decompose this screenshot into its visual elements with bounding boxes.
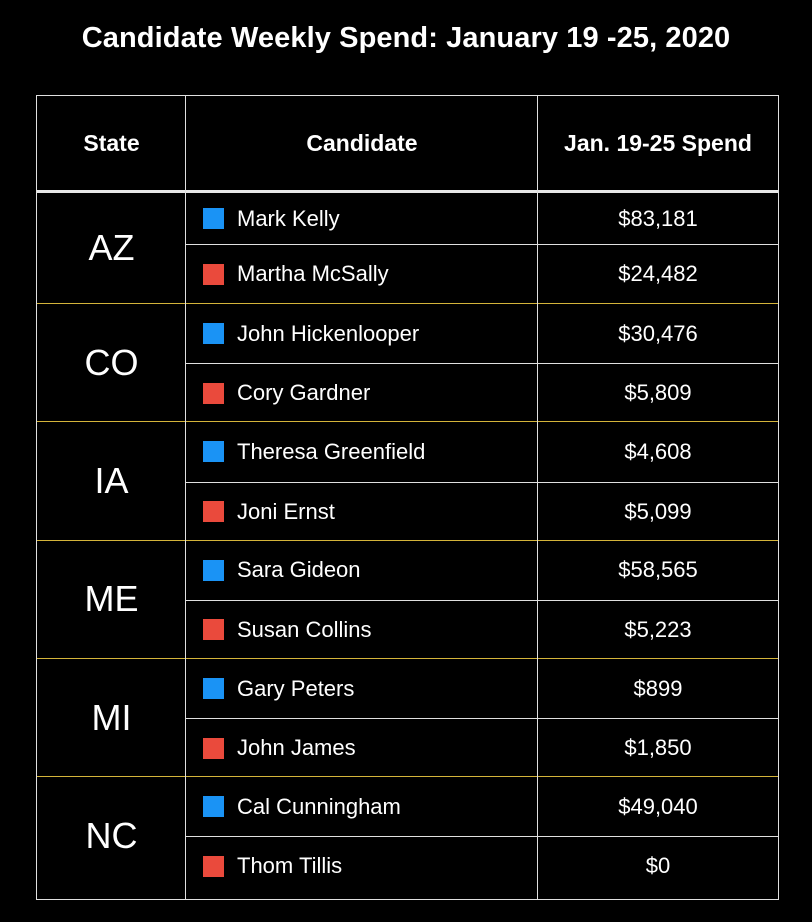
table-row [186, 363, 778, 422]
spend-value: $5,223 [624, 616, 692, 642]
state-label: ME [84, 578, 139, 620]
chart-title: Candidate Weekly Spend: January 19 -25, 2020 [81, 22, 731, 54]
candidate-name: Theresa Greenfield [237, 438, 426, 464]
table-row [186, 777, 778, 836]
table-row [186, 422, 778, 481]
column-header-spend: Jan. 19-25 Spend [564, 129, 752, 156]
democrat-swatch-icon [203, 678, 224, 699]
state-label: AZ [88, 227, 135, 268]
column-divider [185, 96, 186, 899]
spend-value: $5,809 [624, 380, 692, 406]
table-row [186, 244, 778, 303]
candidate-cell [186, 601, 538, 659]
candidate-name: Sara Gideon [237, 557, 361, 583]
candidate-cell [186, 777, 538, 836]
table-row [186, 659, 778, 718]
table-row [186, 600, 778, 659]
candidate-cell [186, 364, 538, 422]
state-group-az [37, 193, 778, 303]
table-row [186, 193, 778, 244]
candidate-cell [186, 245, 538, 303]
democrat-swatch-icon [203, 441, 224, 462]
state-label: CO [84, 341, 139, 383]
column-divider [537, 96, 538, 899]
state-label: IA [94, 459, 129, 501]
candidate-cell [186, 837, 538, 895]
candidate-cell [186, 719, 538, 777]
republican-swatch-icon [203, 619, 224, 640]
candidate-name: Susan Collins [237, 616, 372, 642]
table-row [186, 836, 778, 895]
candidate-cell [186, 422, 538, 481]
table-row [186, 304, 778, 363]
table-row [186, 718, 778, 777]
spend-value: $0 [645, 853, 671, 879]
candidate-name: Gary Peters [237, 675, 355, 701]
candidate-name: Mark Kelly [237, 205, 340, 231]
state-label: NC [85, 814, 138, 856]
democrat-swatch-icon [203, 208, 224, 229]
candidate-name: Joni Ernst [237, 498, 335, 524]
state-group-nc [37, 776, 778, 894]
state-group-me [37, 540, 778, 658]
state-group-mi [37, 658, 778, 776]
spend-value: $58,565 [618, 557, 698, 583]
candidate-name: John Hickenlooper [237, 320, 420, 346]
spend-value: $1,850 [624, 735, 692, 761]
spend-value: $30,476 [618, 320, 698, 346]
spend-value: $4,608 [624, 438, 692, 464]
candidate-cell [186, 541, 538, 600]
republican-swatch-icon [203, 501, 224, 522]
republican-swatch-icon [203, 856, 224, 877]
candidate-name: Cal Cunningham [237, 793, 401, 819]
column-header-state: State [83, 129, 140, 156]
candidate-cell [186, 483, 538, 541]
spend-value: $5,099 [624, 498, 692, 524]
republican-swatch-icon [203, 738, 224, 759]
republican-swatch-icon [203, 264, 224, 285]
spend-value: $899 [633, 675, 683, 701]
candidate-cell [186, 193, 538, 244]
column-header-candidate: Candidate [306, 129, 418, 156]
spend-table [36, 95, 779, 900]
democrat-swatch-icon [203, 796, 224, 817]
table-row [186, 482, 778, 541]
spend-value: $49,040 [618, 793, 698, 819]
candidate-name: Martha McSally [237, 261, 389, 286]
state-group-co [37, 303, 778, 421]
republican-swatch-icon [203, 383, 224, 404]
democrat-swatch-icon [203, 323, 224, 344]
spend-value: $24,482 [618, 261, 698, 286]
candidate-cell [186, 659, 538, 718]
candidate-name: John James [237, 735, 356, 761]
state-label: MI [91, 696, 132, 738]
candidate-name: Thom Tillis [237, 853, 343, 879]
democrat-swatch-icon [203, 560, 224, 581]
spend-value: $83,181 [618, 205, 698, 231]
candidate-cell [186, 304, 538, 363]
table-header [37, 96, 778, 193]
table-row [186, 541, 778, 600]
state-group-ia [37, 421, 778, 539]
candidate-name: Cory Gardner [237, 380, 371, 406]
